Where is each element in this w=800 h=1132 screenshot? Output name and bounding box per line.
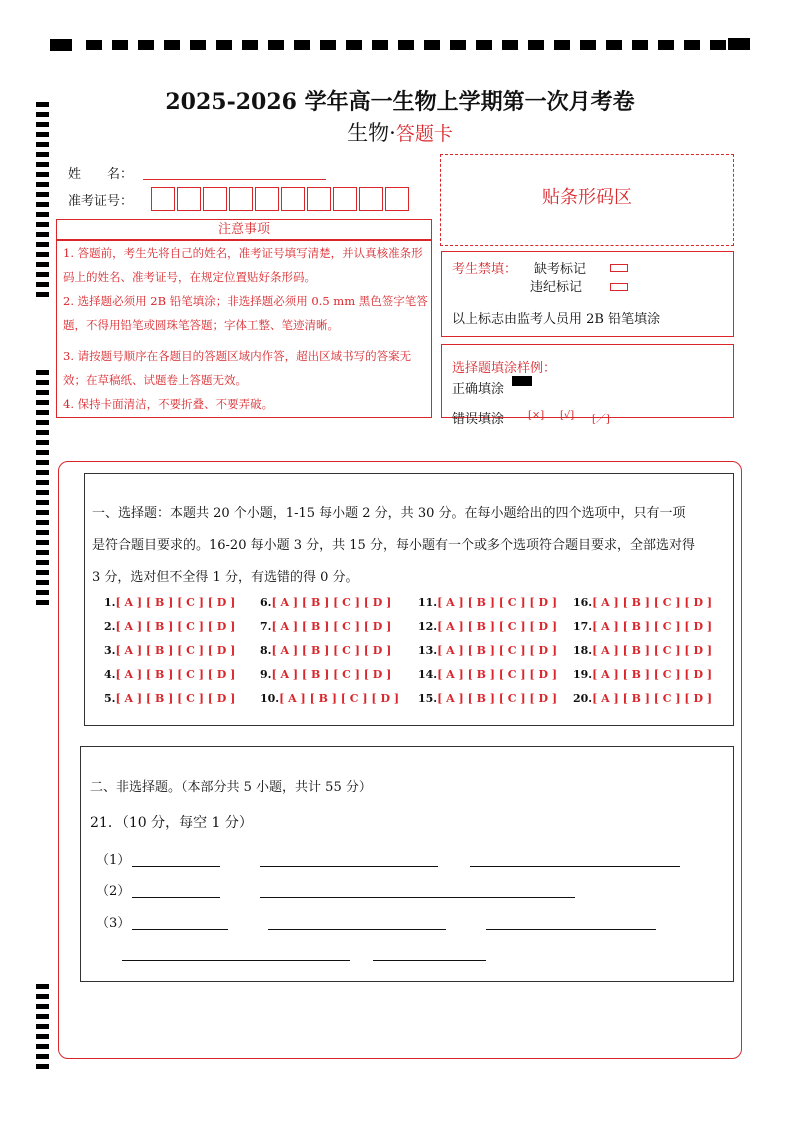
choice-question[interactable]: 16.[ A ] [ B ] [ C ] [ D ] bbox=[573, 596, 713, 609]
answer-line[interactable] bbox=[132, 866, 220, 867]
choice-question[interactable]: 13.[ A ] [ B ] [ C ] [ D ] bbox=[418, 644, 558, 657]
choice-question[interactable]: 18.[ A ] [ B ] [ C ] [ D ] bbox=[573, 644, 713, 657]
note-item: 1. 答题前，考生先将自己的姓名，准考证号填写清楚，并认真核准条形码上的姓名、准考证号，在规定位置贴好条形码。 bbox=[63, 246, 423, 284]
answer-line[interactable] bbox=[260, 897, 575, 898]
discipline-box bbox=[441, 251, 734, 337]
wrong-fill-label: 错误填涂 bbox=[452, 412, 505, 427]
section-choice-instructions: 是符合题目要求的。16-20 每小题 3 分，共 15 分，每小题有一个或多个选项符合题目要求，全部选对得 bbox=[92, 538, 695, 553]
violation-mark[interactable] bbox=[610, 283, 628, 291]
choice-question[interactable]: 7.[ A ] [ B ] [ C ] [ D ] bbox=[260, 620, 392, 633]
choice-question[interactable]: 20.[ A ] [ B ] [ C ] [ D ] bbox=[573, 692, 713, 705]
section-free-response-title: 二、非选择题。（本部分共 5 小题，共计 55 分） bbox=[90, 780, 372, 795]
wrong-fill-example: [／] bbox=[592, 414, 610, 425]
subtitle-subject: 生物· bbox=[347, 121, 396, 145]
fill-sample-title: 选择题填涂样例： bbox=[452, 361, 557, 376]
fill-sample-box bbox=[441, 344, 734, 427]
absent-label: 缺考标记 bbox=[534, 262, 587, 277]
name-label: 姓 名： bbox=[68, 167, 134, 182]
page-subtitle bbox=[0, 117, 800, 147]
choice-question[interactable]: 10.[ A ] [ B ] [ C ] [ D ] bbox=[260, 692, 400, 705]
answer-line[interactable] bbox=[470, 866, 680, 867]
subtitle-answer-card: 答题卡 bbox=[395, 123, 453, 145]
choice-question[interactable]: 17.[ A ] [ B ] [ C ] [ D ] bbox=[573, 620, 713, 633]
correct-fill-label: 正确填涂 bbox=[452, 382, 505, 397]
exam-id-label: 准考证号： bbox=[68, 194, 134, 209]
choice-question[interactable]: 14.[ A ] [ B ] [ C ] [ D ] bbox=[418, 668, 558, 681]
notes-title: 注意事项 bbox=[56, 219, 432, 240]
answer-line[interactable] bbox=[268, 929, 446, 930]
absent-mark[interactable] bbox=[610, 264, 628, 272]
choice-question[interactable]: 15.[ A ] [ B ] [ C ] [ D ] bbox=[418, 692, 558, 705]
answer-line[interactable] bbox=[486, 929, 656, 930]
choice-question[interactable]: 11.[ A ] [ B ] [ C ] [ D ] bbox=[418, 596, 558, 609]
choice-question[interactable]: 3.[ A ] [ B ] [ C ] [ D ] bbox=[104, 644, 236, 657]
choice-question[interactable]: 2.[ A ] [ B ] [ C ] [ D ] bbox=[104, 620, 236, 633]
answer-line[interactable] bbox=[373, 960, 486, 961]
name-field[interactable] bbox=[143, 179, 326, 180]
wrong-fill-example: [×] bbox=[528, 410, 545, 421]
note-item: 3. 请按题号顺序在各题目的答题区域内作答，超出区域书写的答案无效；在草稿纸、试题卷上答题无效。 bbox=[63, 349, 412, 387]
answer-line[interactable] bbox=[132, 897, 220, 898]
choice-question[interactable]: 19.[ A ] [ B ] [ C ] [ D ] bbox=[573, 668, 713, 681]
choice-question[interactable]: 1.[ A ] [ B ] [ C ] [ D ] bbox=[104, 596, 236, 609]
choice-question[interactable]: 6.[ A ] [ B ] [ C ] [ D ] bbox=[260, 596, 392, 609]
section-choice-instructions: 一、选择题：本题共 20 个小题，1-15 每小题 2 分，共 30 分。在每小题给出的四个选项中，只有一项 bbox=[92, 506, 686, 521]
choice-question[interactable]: 4.[ A ] [ B ] [ C ] [ D ] bbox=[104, 668, 236, 681]
part-label: （2） bbox=[96, 884, 131, 899]
discipline-label: 考生禁填： bbox=[452, 262, 518, 277]
notes-box bbox=[56, 240, 432, 418]
choice-question[interactable]: 9.[ A ] [ B ] [ C ] [ D ] bbox=[260, 668, 392, 681]
exam-id-boxes[interactable] bbox=[151, 187, 411, 211]
discipline-note: 以上标志由监考人员用 2B 铅笔填涂 bbox=[452, 312, 661, 327]
answer-line[interactable] bbox=[122, 960, 350, 961]
answer-line[interactable] bbox=[260, 866, 438, 867]
violation-label: 违纪标记 bbox=[530, 280, 583, 295]
correct-fill-example bbox=[512, 376, 532, 386]
part-label: （3） bbox=[96, 916, 131, 931]
answer-line[interactable] bbox=[132, 929, 228, 930]
note-item: 2. 选择题必须用 2B 铅笔填涂；非选择题必须用 0.5 mm 黑色签字笔答题，不得用铅笔或圆珠笔答题；字体工整、笔迹清晰。 bbox=[63, 294, 428, 332]
choice-question[interactable]: 5.[ A ] [ B ] [ C ] [ D ] bbox=[104, 692, 236, 705]
question-21-header: 21．（10 分，每空 1 分） bbox=[90, 815, 253, 831]
choice-question[interactable]: 12.[ A ] [ B ] [ C ] [ D ] bbox=[418, 620, 558, 633]
wrong-fill-example: [√] bbox=[560, 410, 575, 421]
part-label: （1） bbox=[96, 853, 131, 868]
barcode-area: 贴条形码区 bbox=[440, 154, 734, 246]
section-choice-instructions: 3 分，选对但不全得 1 分，有选错的得 0 分。 bbox=[92, 570, 359, 585]
note-item: 4. 保持卡面清洁，不要折叠、不要弄破。 bbox=[63, 397, 274, 411]
page-title: 2025-2026 学年高一生物上学期第一次月考卷 bbox=[165, 89, 635, 115]
timing-marks-top bbox=[50, 38, 750, 52]
choice-question[interactable]: 8.[ A ] [ B ] [ C ] [ D ] bbox=[260, 644, 392, 657]
